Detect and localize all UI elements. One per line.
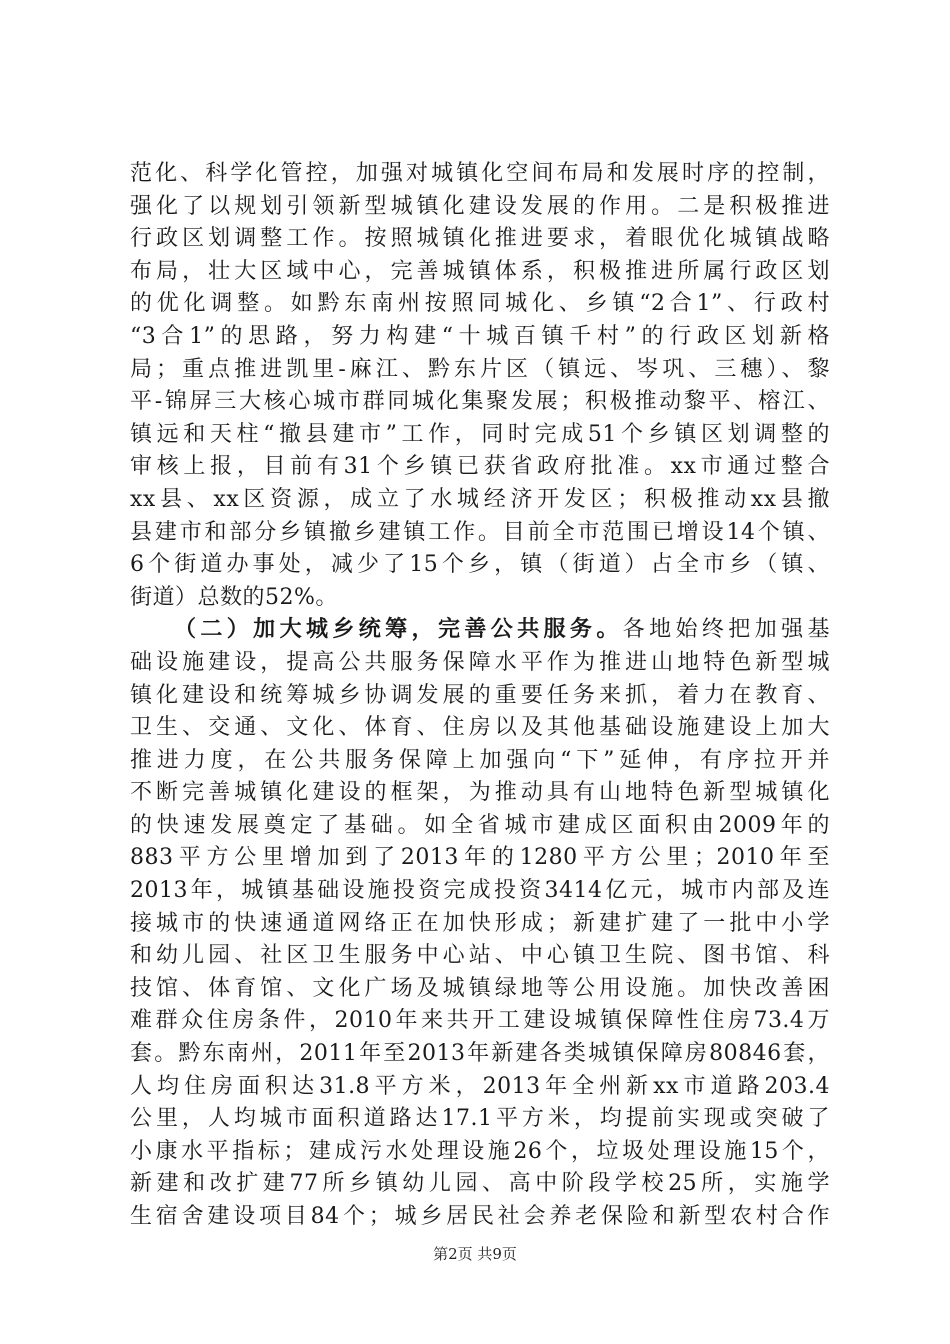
- text-line: 平-锦屏三大核心城市群同城化集聚发展；积极推动黎平、榕江、: [130, 389, 830, 415]
- body-text: [130, 158, 830, 1234]
- text-line: 2013年，城镇基础设施投资完成投资3414亿元，城市内部及连: [130, 878, 830, 904]
- section-heading-line: [130, 614, 830, 647]
- text-line: 新建和改扩建77所乡镇幼儿园、高中阶段学校25所，实施学: [130, 1171, 830, 1197]
- text-line: 技馆、体育馆、文化广场及城镇绿地等公用设施。加快改善困: [130, 975, 830, 1001]
- section-heading-tail: 各地始终把加强基: [622, 617, 830, 643]
- text-line: 强化了以规划引领新型城镇化建设发展的作用。二是积极推进: [130, 193, 830, 219]
- text-line: 街道）总数的52%。: [130, 584, 338, 610]
- section-heading: （二）加大城乡统筹，完善公共服务。: [174, 617, 623, 643]
- text-line: 生宿舍建设项目84个；城乡居民社会养老保险和新型农村合作: [130, 1204, 830, 1229]
- text-line: 小康水平指标；建成污水处理设施26个，垃圾处理设施15个，: [130, 1138, 830, 1164]
- text-line: “3合1”的思路，努力构建“十城百镇千村”的行政区划新格: [130, 323, 830, 349]
- text-line: 的快速发展奠定了基础。如全省城市建成区面积由2009年的: [130, 812, 830, 838]
- text-line: 883平方公里增加到了2013年的1280平方公里；2010年至: [130, 845, 830, 871]
- text-line: 范化、科学化管控，加强对城镇化空间布局和发展时序的控制，: [130, 161, 830, 186]
- text-line: 审核上报，目前有31个乡镇已获省政府批准。xx市通过整合: [130, 454, 830, 480]
- text-line: 套。黔东南州，2011年至2013年新建各类城镇保障房80846套，: [130, 1041, 830, 1067]
- text-line: 和幼儿园、社区卫生服务中心站、中心镇卫生院、图书馆、科: [130, 943, 830, 969]
- text-line: 局；重点推进凯里-麻江、黔东片区（镇远、岑巩、三穗）、黎: [130, 356, 830, 382]
- text-line: 不断完善城镇化建设的框架，为推动具有山地特色新型城镇化: [130, 780, 830, 806]
- page-number-footer: 第2页 共9页: [433, 1245, 517, 1263]
- text-line: 推进力度，在公共服务保障上加强向“下”延伸，有序拉开并: [130, 747, 830, 773]
- text-line: 镇远和天柱“撤县建市”工作，同时完成51个乡镇区划调整的: [130, 421, 830, 447]
- text-line: 接城市的快速通道网络正在加快形成；新建扩建了一批中小学: [130, 910, 830, 936]
- text-line: 公里，人均城市面积道路达17.1平方米，均提前实现或突破了: [130, 1106, 830, 1132]
- text-line: 行政区划调整工作。按照城镇化推进要求，着眼优化城镇战略: [130, 226, 830, 252]
- text-line: 县建市和部分乡镇撤乡建镇工作。目前全市范围已增设14个镇、: [130, 519, 830, 545]
- text-line: 础设施建设，提高公共服务保障水平作为推进山地特色新型城: [130, 649, 830, 675]
- text-line: 布局，壮大区域中心，完善城镇体系，积极推进所属行政区划: [130, 258, 830, 284]
- text-line: 难群众住房条件，2010年来共开工建设城镇保障性住房73.4万: [130, 1008, 830, 1034]
- text-line: 人均住房面积达31.8平方米，2013年全州新xx市道路203.4: [130, 1073, 830, 1099]
- text-line: 镇化建设和统筹城乡协调发展的重要任务来抓，着力在教育、: [130, 682, 830, 708]
- text-line: xx县、xx区资源，成立了水城经济开发区；积极推动xx县撤: [130, 486, 830, 512]
- text-line: 的优化调整。如黔东南州按照同城化、乡镇“2合1”、行政村: [130, 291, 830, 317]
- text-line: 6个街道办事处，减少了15个乡，镇（街道）占全市乡（镇、: [130, 552, 830, 578]
- text-line: 卫生、交通、文化、体育、住房以及其他基础设施建设上加大: [130, 715, 830, 741]
